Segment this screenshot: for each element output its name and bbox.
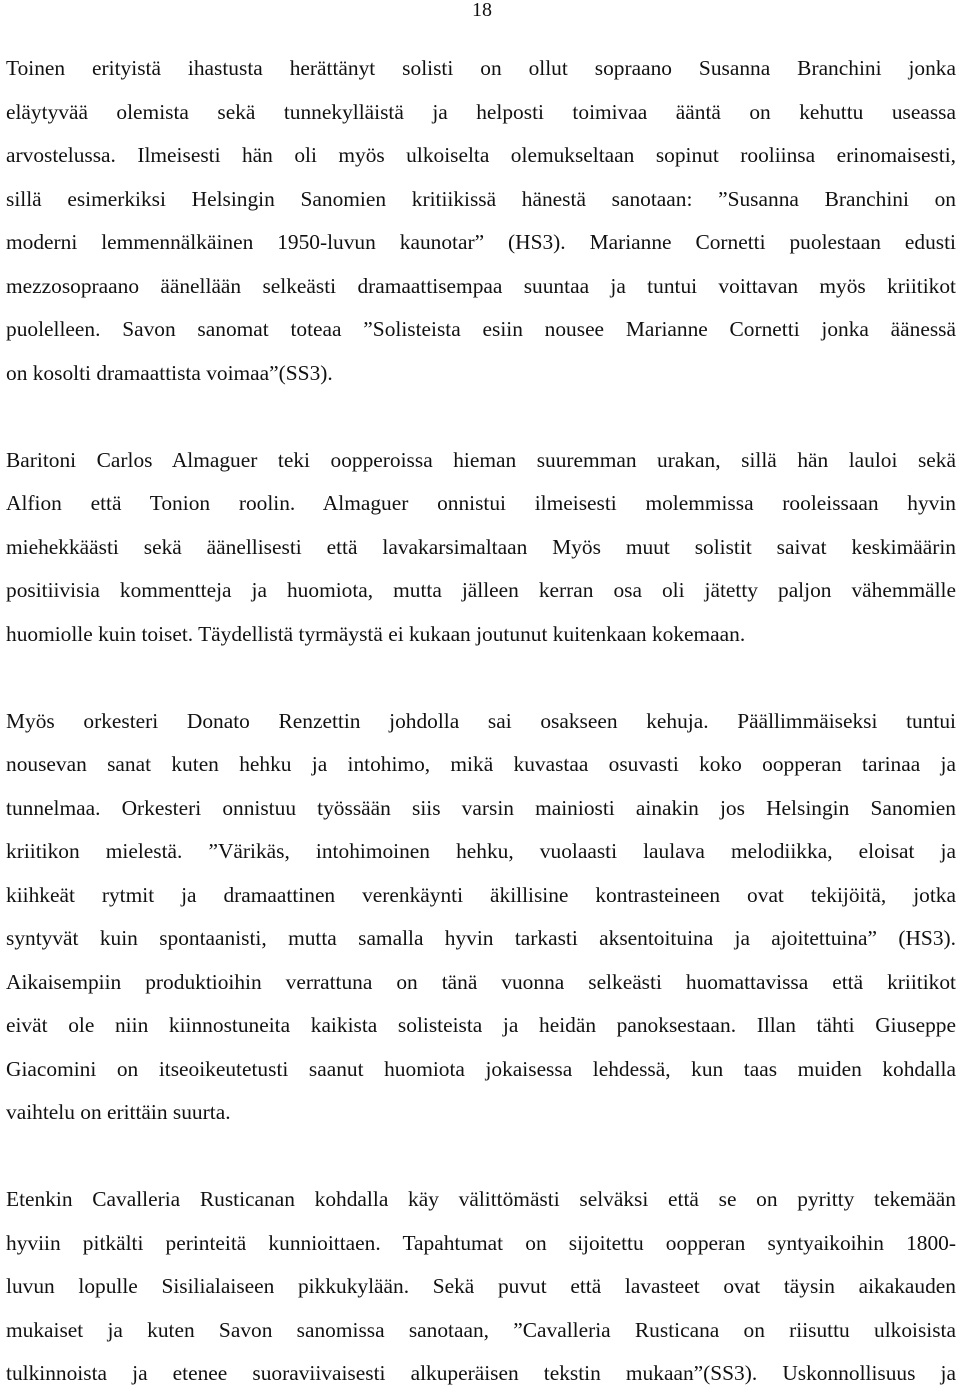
text-line: nousevan sanat kuten hehku ja intohimo, mikä kuvastaa osuvasti koko oopperan tarinaa ja (6, 752, 956, 776)
text-line: huomiolle kuin toiset. Täydellistä tyrmäystä ei kukaan joutunut kuitenkaan kokemaan. (6, 621, 746, 646)
paragraph-gap (6, 1135, 956, 1179)
text-line: eivät ole niin kiinnostuneita kaikista solisteista ja heidän panoksestaan. Illan tähti Giuseppe (6, 1013, 956, 1037)
text-line: kriitikon mielestä. ”Värikäs, intohimoinen hehku, vuolaasti laulava melodiikka, eloisat ja (6, 839, 956, 863)
text-line: Toinen erityistä ihastusta herättänyt solisti on ollut sopraano Susanna Branchini jonka (6, 56, 956, 80)
text-line: kiihkeät rytmit ja dramaattinen verenkäynti äkillisine kontrasteineen ovat tekijöitä, jotka (6, 882, 956, 907)
paragraph-gap (6, 395, 956, 439)
text-line: mukaiset ja kuten Savon sanomissa sanotaan, ”Cavalleria Rusticana on riisuttu ulkoisista (6, 1317, 956, 1342)
text-line: Etenkin Cavalleria Rusticanan kohdalla käy välittömästi selväksi että se on pyritty tekemään (6, 1187, 956, 1211)
text-line: syntyvät kuin spontaanisti, mutta samalla hyvin tarkasti aksentoituina ja ajoitettuina” (HS3). (6, 926, 956, 950)
text-line: miehekkäästi sekä äänellisesti että lavakarsimaltaan Myös muut solistit saivat keskimäärin (6, 534, 956, 559)
page-number: 18 (472, 0, 492, 21)
text-line: tulkinnoista ja etenee suoraviivaisesti alkuperäisen tekstin mukaan”(SS3). Uskonnollisuus ja (6, 1361, 956, 1385)
paragraph (6, 1178, 956, 1396)
paragraph-gap (6, 656, 956, 700)
text-line: arvostelussa. Ilmeisesti hän oli myös ulkoiselta olemukseltaan sopinut rooliinsa erinomaisesti, (6, 143, 956, 167)
text-line: Giacomini on itseoikeutetusti saanut huomiota jokaisessa lehdessä, kun taas muiden kohdalla (6, 1056, 956, 1081)
paragraph (6, 700, 956, 1135)
text-line: positiivisia kommentteja ja huomiota, mutta jälleen kerran osa oli jätetty paljon vähemmälle (6, 578, 956, 602)
text-line: tunnelmaa. Orkesteri onnistuu työssään siis varsin mainiosti ainakin jos Helsingin Sanomien (6, 795, 956, 820)
text-line: sillä esimerkiksi Helsingin Sanomien kritiikissä hänestä sanotaan: ”Susanna Branchini on (6, 186, 956, 211)
text-line: luvun lopulle Sisilialaiseen pikkukylään. Sekä puvut että lavasteet ovat täysin aikakauden (6, 1274, 956, 1298)
text-line: hyviin pitkälti perinteitä kunnioittaen. Tapahtumat on sijoitettu oopperan syntyaikoihin 1800- (6, 1230, 956, 1255)
text-line: mezzosopraano äänellään selkeästi dramaattisempaa suuntaa ja tuntui voittavan myös kriitikot (6, 273, 956, 298)
text-line: puolelleen. Savon sanomat toteaa ”Solisteista esiin nousee Marianne Cornetti jonka äänessä (6, 317, 956, 341)
text-line: Alfion että Tonion roolin. Almaguer onnistui ilmeisesti molemmissa rooleissaan hyvin (6, 491, 956, 515)
text-line: Baritoni Carlos Almaguer teki oopperoissa hieman suuremman urakan, sillä hän lauloi sekä (6, 447, 956, 472)
text-line: Myös orkesteri Donato Renzettin johdolla sai osakseen kehuja. Päällimmäiseksi tuntui (6, 708, 956, 733)
text-line: moderni lemmennälkäinen 1950-luvun kaunotar” (HS3). Marianne Cornetti puolestaan edusti (6, 230, 956, 254)
text-line: eläytyvää olemista sekä tunnekylläistä ja helposti toimivaa ääntä on kehuttu useassa (6, 99, 956, 124)
text-line: Aikaisempiin produktioihin verrattuna on tänä vuonna selkeästi huomattavissa että kriitikot (6, 969, 956, 994)
text-line: on kosolti dramaattista voimaa”(SS3). (6, 360, 333, 385)
text-line: vaihtelu on erittäin suurta. (6, 1100, 231, 1124)
document-body (6, 47, 956, 1396)
paragraph (6, 47, 956, 395)
paragraph (6, 439, 956, 657)
